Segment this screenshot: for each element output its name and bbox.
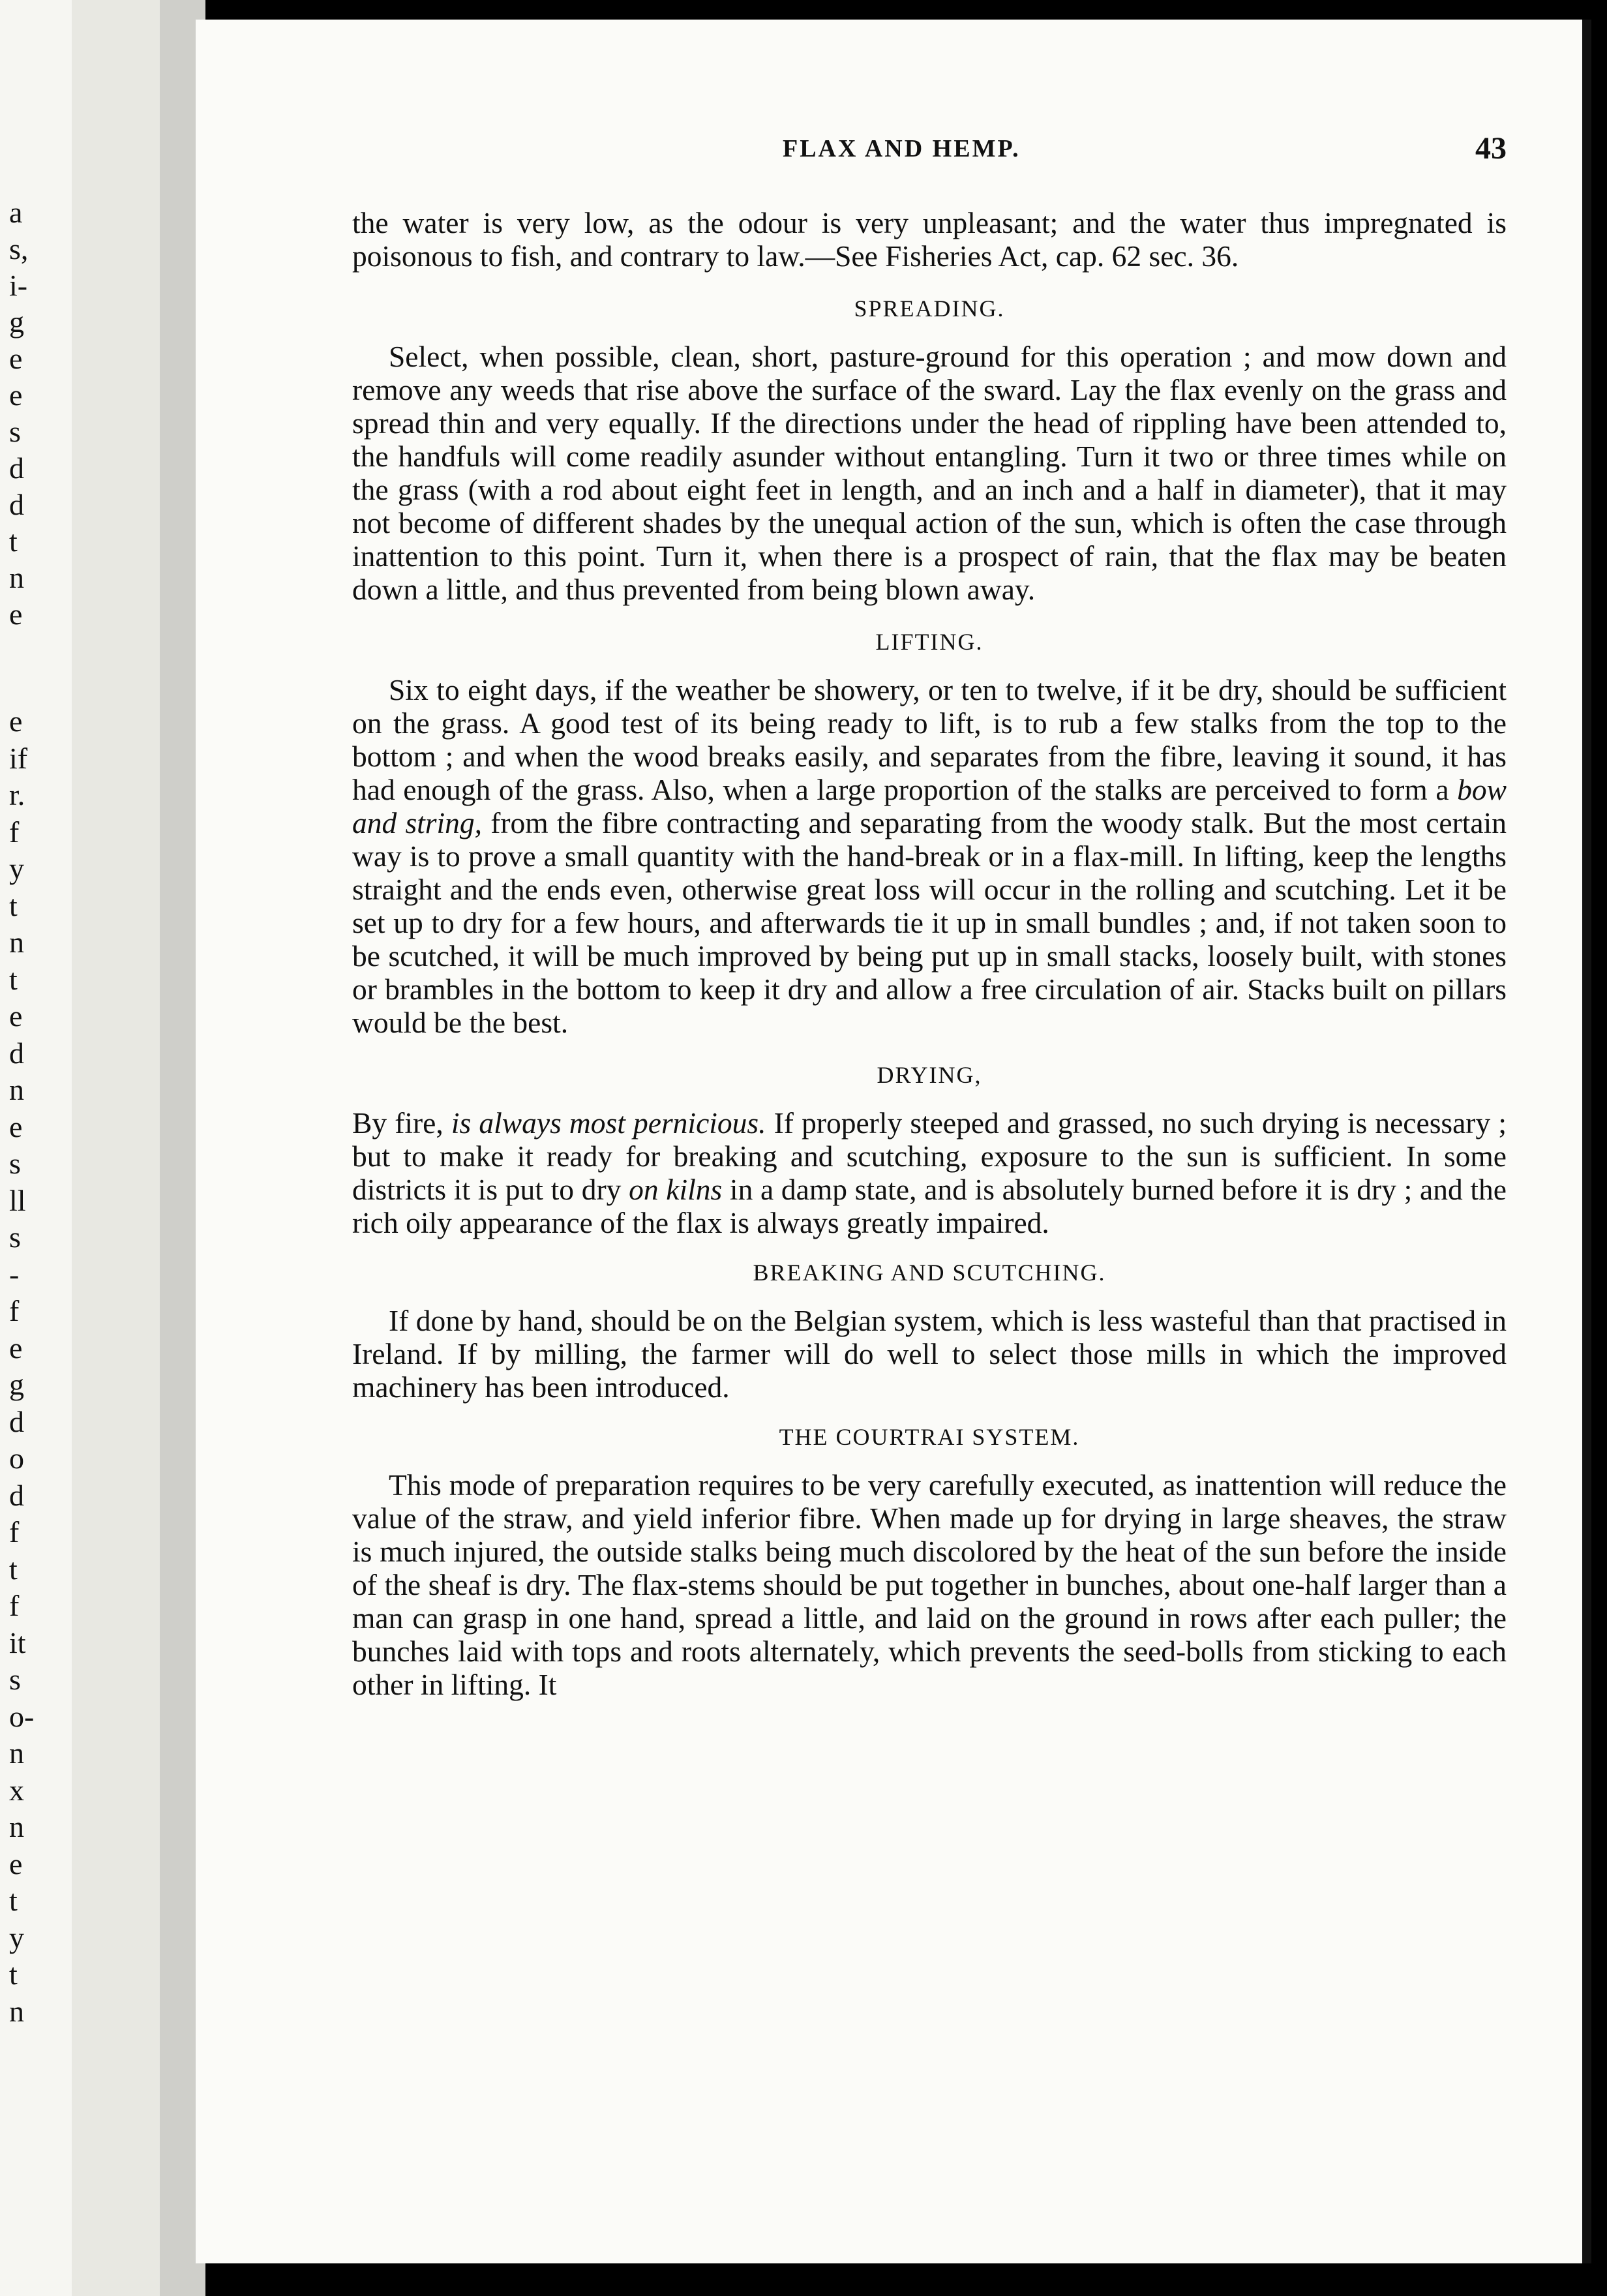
facing-page-fragment: y — [9, 1920, 24, 1954]
facing-page-fragment: d — [9, 451, 24, 485]
facing-page-fragment: ll — [9, 1183, 26, 1217]
book-page — [196, 20, 1591, 2263]
facing-page-fragment: t — [9, 888, 18, 922]
facing-page-fragment: d — [9, 1036, 24, 1070]
facing-page-fragment: f — [9, 1294, 20, 1327]
facing-page-fragment: y — [9, 852, 24, 885]
facing-page-fragment: s — [9, 415, 21, 448]
courtrai-paragraph: This mode of preparation requires to be very carefully executed, as inattention will reduce the value of the straw, and yield inferior fibre. When made up for drying in large sheaves, the straw is much injured, the outside stalks being much discolored by the heat of the sun before the inside of the sheaf is dry. The flax-stems should be put together in bunches, about one-half larger than a man can grasp in one hand, spread a little, and laid on the ground in rows after each puller; the bunches laid with tops and roots alternately, which prevents the seed-bolls from sticking to each other in lifting. It — [352, 1468, 1507, 1701]
intro-paragraph: the water is very low, as the odour is very unpleasant; and the water thus impregnated is poisonous to fish, and contrary to law.—See Fisheries Act, cap. 62 sec. 36. — [352, 206, 1507, 273]
lifting-text-1: Six to eight days, if the weather be showery, or ten to twelve, if it be dry, should be sufficient on the grass. A good test of its being ready to lift, is to rub a few stalks from the top to the bottom ; and when the wood breaks easily, and separates from the fibre, leaving it sound, it has had enough of the grass. Also, when a large proportion of the stalks are perceived to form a — [352, 673, 1507, 806]
facing-page-fragment: - — [9, 1257, 20, 1291]
spreading-paragraph: Select, when possible, clean, short, pasture-ground for this operation ; and mow down and remove any weeds that rise above the surface of the sward. Lay the flax evenly on the grass and spread thin and very equally. If the directions under the head of rippling have been attended to, the handfuls will come readily asunder without entangling. Turn it two or three times while on the grass (with a rod about eight feet in length, and an inch and a half in diameter), that it may not become of different shades by the unequal action of the sun, which is often the case through inattention to this point. Turn it, when there is a prospect of rain, that the flax may be beaten down a little, and thus prevented from being blown away. — [352, 340, 1507, 606]
facing-page-fragment: a — [9, 196, 23, 229]
heading-breaking: BREAKING AND SCUTCHING. — [753, 1260, 1106, 1286]
facing-page-fragment: g — [9, 1368, 24, 1401]
breaking-paragraph: If done by hand, should be on the Belgian system, which is less wasteful than that practised in Ireland. If by milling, the farmer will do well to select those mills in which the improved machinery has been introduced. — [352, 1304, 1507, 1404]
facing-page-fragment: s — [9, 1663, 21, 1696]
facing-page-fragment: o- — [9, 1699, 35, 1733]
drying-text-1: By fire, — [352, 1106, 451, 1140]
lifting-paragraph — [352, 673, 1507, 1039]
drying-text-3: in a damp state, and is absolutely burned before it is dry ; and the rich oily appearance of the flax is always greatly impaired. — [352, 1173, 1507, 1239]
facing-page-fragment: f — [9, 815, 20, 849]
facing-page-fragment: s — [9, 1220, 21, 1254]
facing-page-fragment: r. — [9, 778, 25, 811]
facing-page-fragment: n — [9, 561, 24, 594]
facing-page-fragment: t — [9, 524, 18, 558]
facing-page-fragment: d — [9, 1478, 24, 1512]
facing-page-fragment: t — [9, 1884, 18, 1917]
facing-page-fragment: if — [9, 741, 28, 775]
heading-spreading: SPREADING. — [854, 295, 1005, 322]
page-number: 43 — [1475, 131, 1507, 166]
facing-page-fragment: f — [9, 1515, 20, 1548]
drying-paragraph — [352, 1106, 1507, 1239]
heading-lifting: LIFTING. — [875, 629, 984, 655]
running-title: FLAX AND HEMP. — [783, 135, 1021, 162]
facing-page-fragment: d — [9, 488, 24, 521]
facing-page-fragment: x — [9, 1773, 24, 1807]
heading-drying: DRYING, — [877, 1062, 982, 1088]
facing-page-fragment: s — [9, 1147, 21, 1180]
drying-text-2: If properly steeped and grassed, no such drying is necessary ; but to make it ready for breaking and scutching, exposure to the sun is sufficient. In some districts it is put to dry — [352, 1106, 1507, 1206]
facing-page-fragment: n — [9, 1994, 24, 2028]
facing-page-fragment: e — [9, 999, 23, 1033]
facing-page-fragment: e — [9, 342, 23, 375]
facing-page-fragment: g — [9, 305, 24, 339]
heading-courtrai: THE COURTRAI SYSTEM. — [779, 1424, 1080, 1450]
facing-page-fragment: it — [9, 1625, 26, 1659]
facing-page-fragment: e — [9, 1331, 23, 1365]
facing-page-fragment: d — [9, 1404, 24, 1438]
facing-page-fragment: n — [9, 1736, 24, 1770]
lifting-text-2: from the fibre contracting and separating from the woody stalk. But the most certain way is to prove a small quantity with the hand-break or in a flax-mill. In lifting, keep the lengths straight and the ends even, otherwise great loss will occur in the rolling and scutching. Let it be set up to dry for a few hours, and afterwards tie it up in small bundles ; and, if not taken soon to be scutched, it will be much improved by being put up in small stacks, loosely built, with stones or brambles in the bottom to keep it dry and allow a free circulation of air. Stacks built on pillars would be the best. — [352, 806, 1507, 1039]
facing-page-fragment: e — [9, 1847, 23, 1881]
facing-page-fragment: e — [9, 704, 23, 738]
facing-page-fragment: n — [9, 1810, 24, 1843]
facing-page-fragment: s, — [9, 232, 29, 265]
facing-page-edge — [0, 0, 74, 2296]
drying-italic-2: on kilns — [629, 1173, 723, 1206]
facing-page-fragment: f — [9, 1589, 20, 1622]
lifting-italic: bow and string, — [352, 773, 1507, 839]
drying-italic-1: is always most pernicious. — [451, 1106, 766, 1140]
facing-page-fragment: o — [9, 1442, 24, 1475]
facing-page-fragment: i- — [9, 269, 28, 302]
facing-page-fragment: n — [9, 926, 24, 959]
page-header — [196, 131, 1507, 174]
facing-page-fragment: t — [9, 1957, 18, 1991]
facing-page-fragment: e — [9, 1110, 23, 1143]
facing-page-fragment: t — [9, 1552, 18, 1586]
facing-page-fragment: n — [9, 1073, 24, 1106]
facing-page-fragment: e — [9, 597, 23, 631]
body-text — [352, 206, 1507, 1701]
facing-page-fragment: e — [9, 378, 23, 412]
facing-page-fragment: t — [9, 962, 18, 996]
